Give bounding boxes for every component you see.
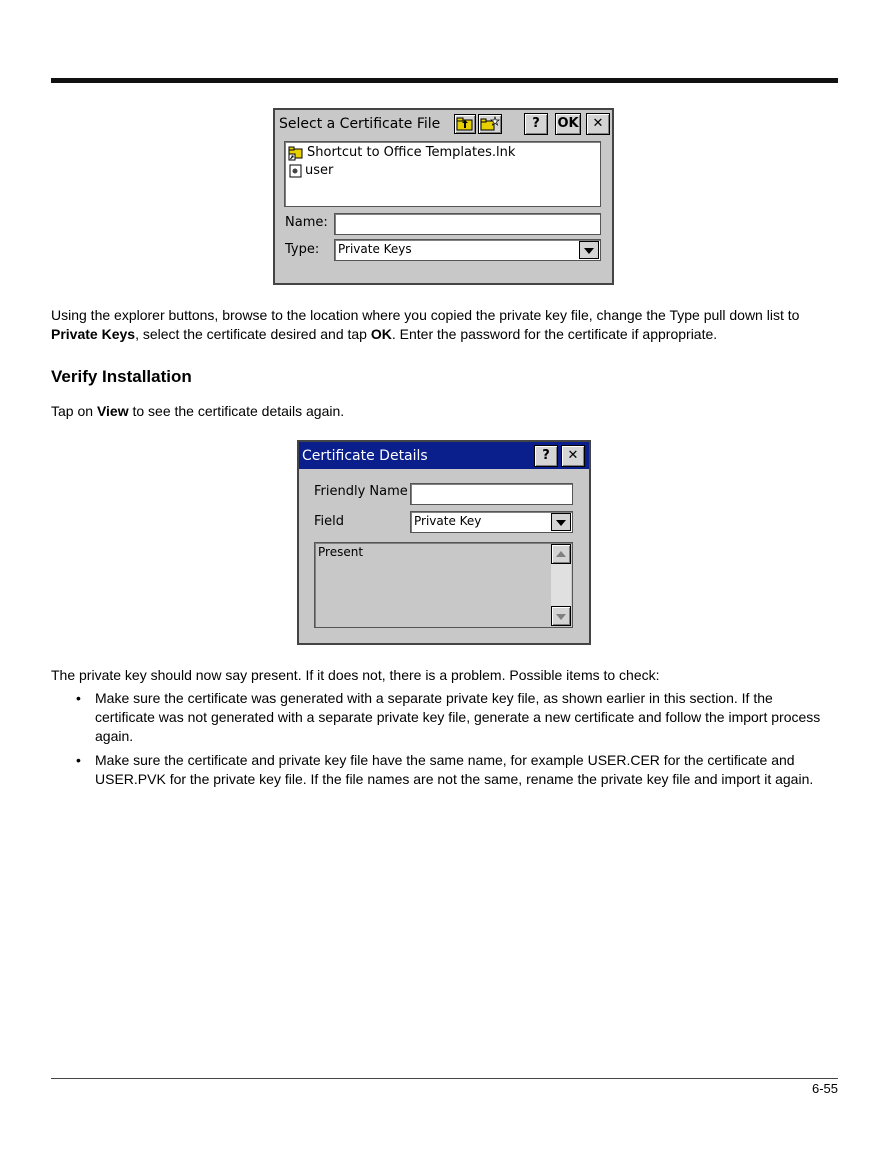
close-button[interactable]: ✕: [561, 445, 585, 467]
titlebar: [299, 442, 589, 469]
chevron-down-icon[interactable]: [579, 241, 599, 259]
file-name: user: [305, 163, 334, 178]
help-button[interactable]: ?: [534, 445, 558, 467]
dialog-title: Select a Certificate File: [279, 116, 441, 132]
new-folder-icon: [480, 116, 500, 132]
type-select[interactable]: [334, 239, 601, 261]
name-label: Name:: [285, 215, 328, 230]
list-item[interactable]: [287, 144, 598, 162]
paragraph-view: Tap on View to see the certificate details again.: [51, 403, 345, 419]
list-item[interactable]: [287, 162, 598, 180]
type-label: Type:: [285, 242, 320, 257]
scroll-down-button[interactable]: [551, 606, 571, 626]
section-heading: Verify Installation: [51, 367, 192, 386]
type-value: Private Keys: [338, 242, 412, 256]
list-item: • Make sure the certificate and private key file have the same name, for example USER.CER for the certificate and USER.PVK for the private key file. If the file names are not the same, rename the private key file and import it again.: [76, 752, 814, 787]
close-button[interactable]: ✕: [586, 113, 610, 135]
footer-rule: [51, 1078, 838, 1079]
page-number: 6-55: [811, 1081, 838, 1096]
chevron-down-icon: [556, 614, 566, 620]
scrollbar[interactable]: [551, 544, 571, 626]
scroll-up-button[interactable]: [551, 544, 571, 564]
folder-shortcut-icon: [288, 145, 304, 161]
titlebar: [275, 110, 612, 138]
file-list[interactable]: [284, 141, 601, 207]
help-button[interactable]: ?: [524, 113, 548, 135]
up-folder-icon: [456, 116, 474, 132]
list-item: • Make sure the certificate was generated with a separate private key file, as shown earlier in this section. If the certificate was not generated with a separate private key file, generate a new certificate and follow the import process again.: [76, 690, 821, 744]
file-name: Shortcut to Office Templates.lnk: [307, 145, 516, 160]
paragraph-check: The private key should now say present. If it does not, there is a problem. Possible items to check:: [51, 667, 660, 683]
ok-button[interactable]: OK: [555, 113, 581, 135]
field-label: Field: [314, 514, 345, 529]
up-folder-button[interactable]: [454, 114, 476, 134]
new-folder-button[interactable]: [478, 114, 502, 134]
friendly-name-label: Friendly Name: [314, 484, 408, 499]
header-rule: [51, 78, 838, 83]
chevron-up-icon: [556, 551, 566, 557]
details-text: Present: [318, 545, 364, 559]
friendly-name-input[interactable]: [410, 483, 573, 505]
select-certificate-dialog: [273, 108, 614, 285]
paragraph-browse: Using the explorer buttons, browse to the location where you copied the private key file, change the Type pull down list to Private Keys, select the certificate desired and tap OK. Enter the password for the certificate if appropriate.: [51, 307, 800, 342]
chevron-down-icon[interactable]: [551, 513, 571, 531]
certificate-details-dialog: [297, 440, 591, 645]
details-textarea[interactable]: [314, 542, 573, 628]
name-input[interactable]: [334, 213, 601, 235]
dialog-title: Certificate Details: [302, 448, 428, 464]
bullet-dot: •: [76, 752, 81, 768]
field-value: Private Key: [414, 514, 482, 528]
bullet-dot: •: [76, 690, 81, 706]
field-select[interactable]: [410, 511, 573, 533]
check-list: [51, 689, 831, 794]
certificate-file-icon: [288, 163, 304, 179]
